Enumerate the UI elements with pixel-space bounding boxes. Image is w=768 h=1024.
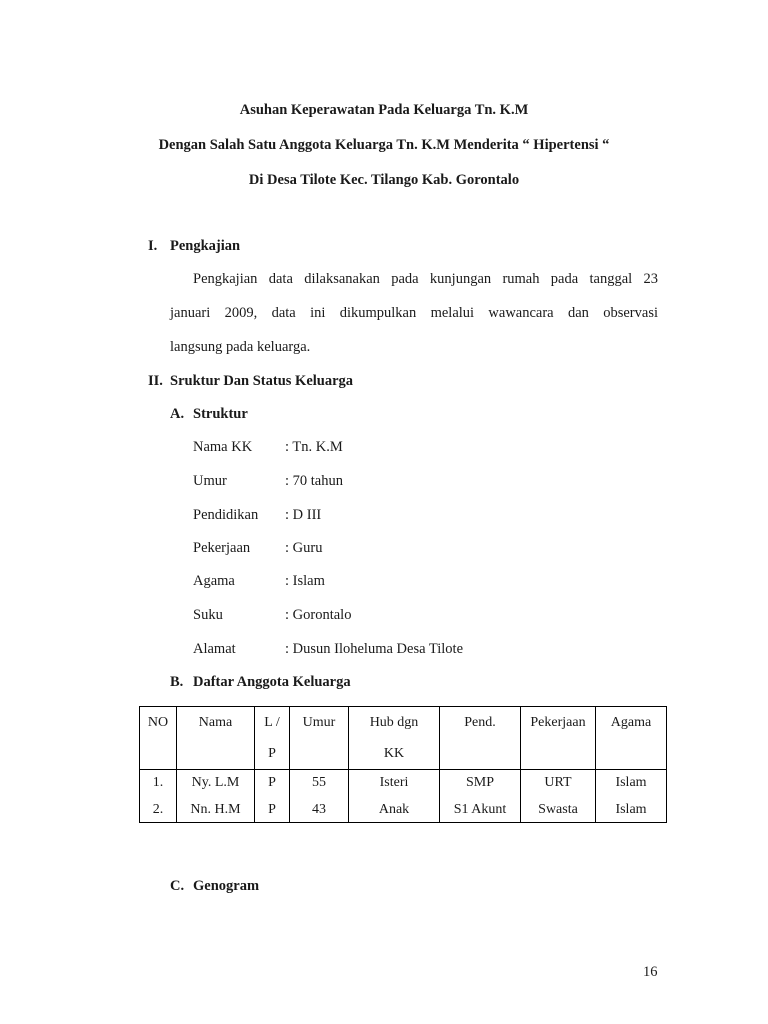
table-row — [140, 802, 667, 823]
subsection-c-number: C. — [170, 878, 185, 894]
table-header-cell: Pend. — [440, 707, 521, 770]
field-value-pendidikan: : D III — [285, 507, 322, 523]
section-1-paragraph-line-2: januari 2009, data ini dikumpulkan melalui wawancara dan observasi — [170, 305, 658, 321]
family-members-table — [139, 706, 667, 823]
document-title: Asuhan Keperawatan Pada Keluarga Tn. K.M — [239, 102, 529, 118]
table-cell: 43 — [290, 802, 349, 823]
table-cell: 55 — [290, 770, 349, 803]
subsection-c-heading: Genogram — [193, 878, 260, 894]
table-header-cell: Pekerjaan — [521, 707, 596, 770]
subsection-b-number: B. — [170, 674, 184, 690]
document-subtitle: Dengan Salah Satu Anggota Keluarga Tn. K.M Menderita “ Hipertensi “ — [158, 137, 610, 153]
page-number: 16 — [643, 964, 658, 980]
section-1-number: I. — [148, 238, 158, 254]
field-value-agama: : Islam — [285, 573, 325, 589]
table-header-cell: Hub dgn KK — [349, 707, 440, 770]
table-cell: Anak — [349, 802, 440, 823]
table-cell: S1 Akunt — [440, 802, 521, 823]
table-cell: Isteri — [349, 770, 440, 803]
subsection-a-number: A. — [170, 406, 185, 422]
table-cell: P — [255, 770, 290, 803]
subsection-b-heading: Daftar Anggota Keluarga — [193, 674, 351, 690]
field-label-pekerjaan: Pekerjaan — [193, 540, 251, 556]
table-header-cell: Nama — [177, 707, 255, 770]
table-cell: Islam — [596, 802, 667, 823]
table-cell: URT — [521, 770, 596, 803]
table-cell: SMP — [440, 770, 521, 803]
section-1-paragraph-line-1: Pengkajian data dilaksanakan pada kunjungan rumah pada tanggal 23 — [193, 271, 658, 287]
field-label-pendidikan: Pendidikan — [193, 507, 259, 523]
table-row — [140, 770, 667, 803]
field-label-alamat: Alamat — [193, 641, 236, 657]
field-value-alamat: : Dusun Iloheluma Desa Tilote — [285, 641, 464, 657]
table-header-row — [140, 707, 667, 770]
field-value-pekerjaan: : Guru — [285, 540, 323, 556]
field-value-suku: : Gorontalo — [285, 607, 352, 623]
table-cell: Nn. H.M — [177, 802, 255, 823]
table-cell: Swasta — [521, 802, 596, 823]
section-1-paragraph-line-3: langsung pada keluarga. — [170, 339, 311, 355]
table-cell: Ny. L.M — [177, 770, 255, 803]
section-2-number: II. — [148, 373, 163, 389]
section-2-heading: Sruktur Dan Status Keluarga — [170, 373, 354, 389]
field-label-umur: Umur — [193, 473, 227, 489]
field-label-agama: Agama — [193, 573, 235, 589]
table-cell: Islam — [596, 770, 667, 803]
table-header-cell: Agama — [596, 707, 667, 770]
subsection-a-heading: Struktur — [193, 406, 248, 422]
table-cell: 2. — [140, 802, 177, 823]
table-header-cell: L / P — [255, 707, 290, 770]
document-location: Di Desa Tilote Kec. Tilango Kab. Gorontalo — [248, 172, 520, 188]
table-header-cell: Umur — [290, 707, 349, 770]
section-1-heading: Pengkajian — [170, 238, 241, 254]
table-cell: 1. — [140, 770, 177, 803]
field-value-nama-kk: : Tn. K.M — [285, 439, 343, 455]
field-label-nama-kk: Nama KK — [193, 439, 253, 455]
table-header-cell: NO — [140, 707, 177, 770]
field-value-umur: : 70 tahun — [285, 473, 343, 489]
field-label-suku: Suku — [193, 607, 223, 623]
table-cell: P — [255, 802, 290, 823]
